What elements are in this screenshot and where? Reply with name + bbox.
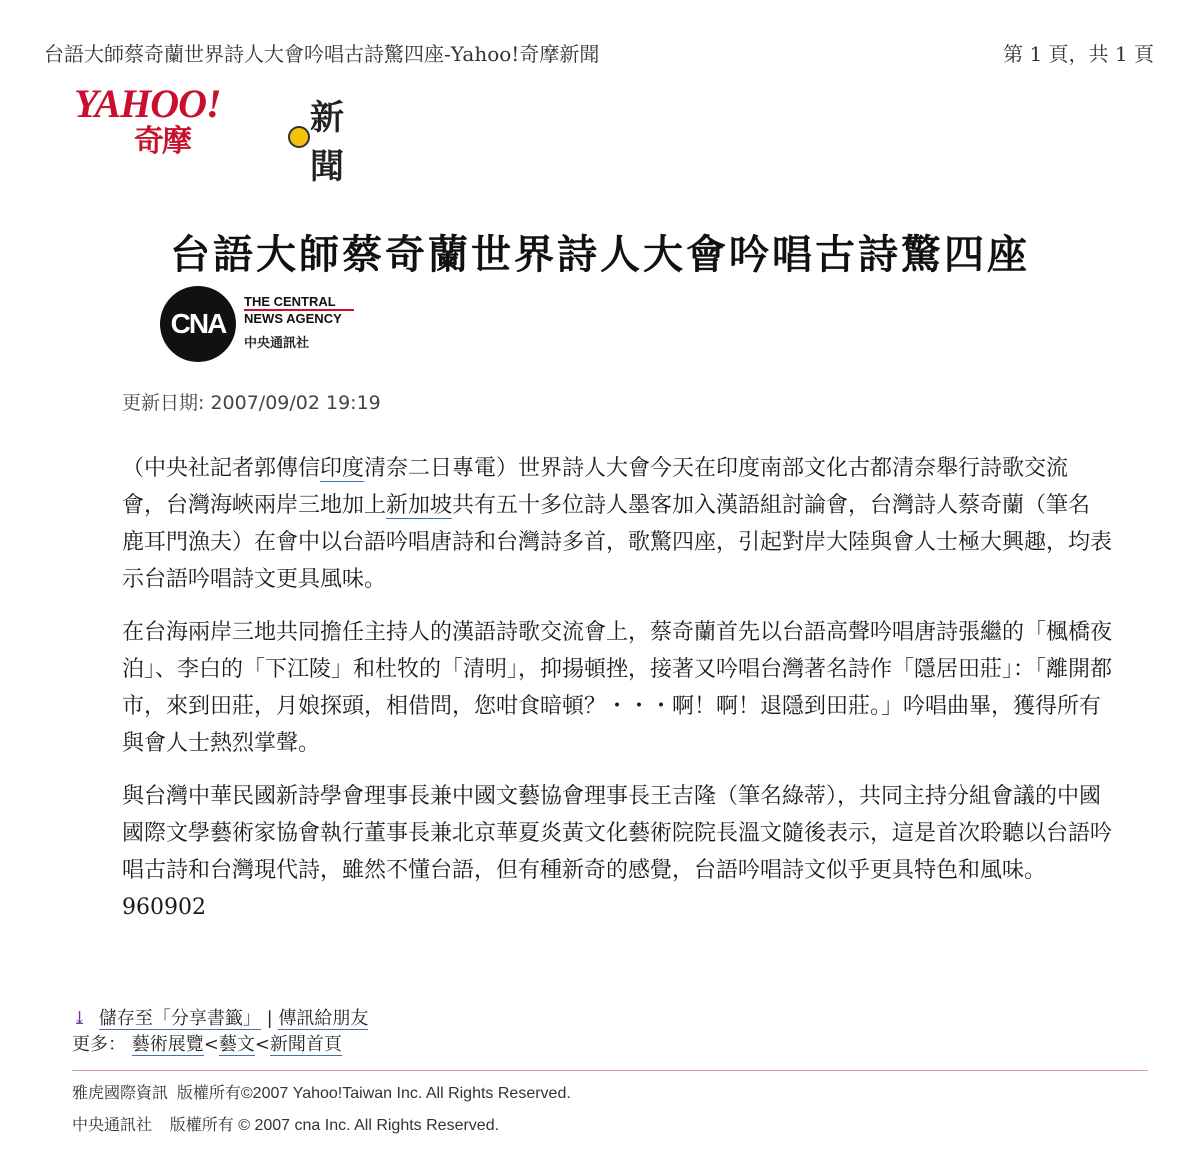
footer-copyright-yahoo: 雅虎國際資訊 版權所有©2007 Yahoo!Taiwan Inc. All Rights Reserved.	[72, 1085, 571, 1102]
update-datetime: 2007/09/02 19:19	[210, 392, 381, 414]
cna-circle-icon: CNA	[160, 286, 236, 362]
cna-name-en	[244, 294, 354, 326]
p1-text-b: 清奈二日專電）世界詩人大會今天在印度南部文化古都清奈舉行詩歌交流會，台灣海峽兩岸三地加上	[122, 456, 1069, 518]
print-header-page-info: 第 1 頁，共 1 頁	[1003, 42, 1154, 66]
breadcrumb-arts[interactable]: 藝文	[218, 1034, 255, 1055]
breadcrumb	[72, 1030, 342, 1056]
article-paragraph-3: 與台灣中華民國新詩學會理事長兼中國文藝協會理事長王吉隆（筆名綠蒂），共同主持分組會議的中國國際文學藝術家協會執行董事長兼北京華夏炎黃文化藝術院院長溫文隨後表示，這是首次聆聽以台語吟唱古詩和台灣現代詩，雖然不懂台語，但有種新奇的感覺，台語吟唱詩文似乎更具特色和風味。960902	[122, 784, 1113, 920]
link-india[interactable]: 印度	[320, 456, 365, 481]
article-headline: 台語大師蔡奇蘭世界詩人大會吟唱古詩驚四座	[170, 230, 1030, 278]
cna-name-line2: NEWS AGENCY	[244, 309, 354, 326]
article-paragraph-1	[122, 450, 1112, 598]
yahoo-news-logo[interactable]	[74, 80, 374, 187]
update-date	[122, 388, 381, 415]
print-header-title: 台語大師蔡奇蘭世界詩人大會吟唱古詩驚四座-Yahoo!奇摩新聞	[44, 42, 600, 66]
save-bookmark-link[interactable]: 儲存至「分享書籤」	[98, 1008, 261, 1029]
yahoo-wordmark: YAHOO!	[74, 81, 221, 126]
article-paragraph-2: 在台海兩岸三地共同擔任主持人的漢語詩歌交流會上，蔡奇蘭首先以台語高聲吟唱唐詩張繼的「楓橋夜泊」、李白的「下江陵」和杜牧的「清明」，抑揚頓挫，接著又吟唱台灣著名詩作「隱居田莊」：「離開都市，來到田莊，月娘探頭，相借問，您咁食暗頓？・・・啊！啊！退隱到田莊。」吟唱曲畢，獲得所有與會人士熱烈掌聲。	[122, 620, 1113, 756]
cna-name-zh: 中央通訊社	[244, 336, 310, 351]
breadcrumb-sep: <	[254, 1034, 270, 1055]
breadcrumb-news-home[interactable]: 新聞首頁	[269, 1034, 342, 1055]
breadcrumb-arts-exhibition[interactable]: 藝術展覽	[131, 1034, 204, 1055]
update-label: 更新日期:	[122, 392, 205, 414]
share-separator: |	[266, 1008, 273, 1029]
p1-text-a: （中央社記者郭傳信	[122, 456, 321, 481]
cna-name-line1: THE CENTRAL	[244, 294, 336, 309]
more-label: 更多：	[72, 1034, 126, 1055]
link-singapore[interactable]: 新加坡	[386, 493, 453, 518]
send-to-friend-link[interactable]: 傳訊給朋友	[278, 1008, 369, 1029]
share-bar	[72, 1004, 368, 1030]
cna-logo	[160, 286, 360, 366]
footer-copyright-cna: 中央通訊社 版權所有 © 2007 cna Inc. All Rights Reserved.	[72, 1117, 500, 1134]
footer-divider	[72, 1070, 1148, 1071]
p1-text-c: 共有五十多位詩人墨客加入漢語組討論會，台灣詩人蔡奇蘭（筆名鹿耳門漁夫）在會中以台語吟唱唐詩和台灣詩多首，歌驚四座，引起對岸大陸與會人士極大興趣，均表示台語吟唱詩文更具風味。	[122, 493, 1113, 592]
smiley-icon	[288, 126, 310, 148]
news-section-title: 新聞	[310, 98, 344, 187]
breadcrumb-sep: <	[203, 1034, 219, 1055]
article-body	[122, 450, 1112, 942]
download-icon: ⤓	[72, 1008, 88, 1029]
kimo-wordmark: 奇摩	[134, 124, 190, 159]
